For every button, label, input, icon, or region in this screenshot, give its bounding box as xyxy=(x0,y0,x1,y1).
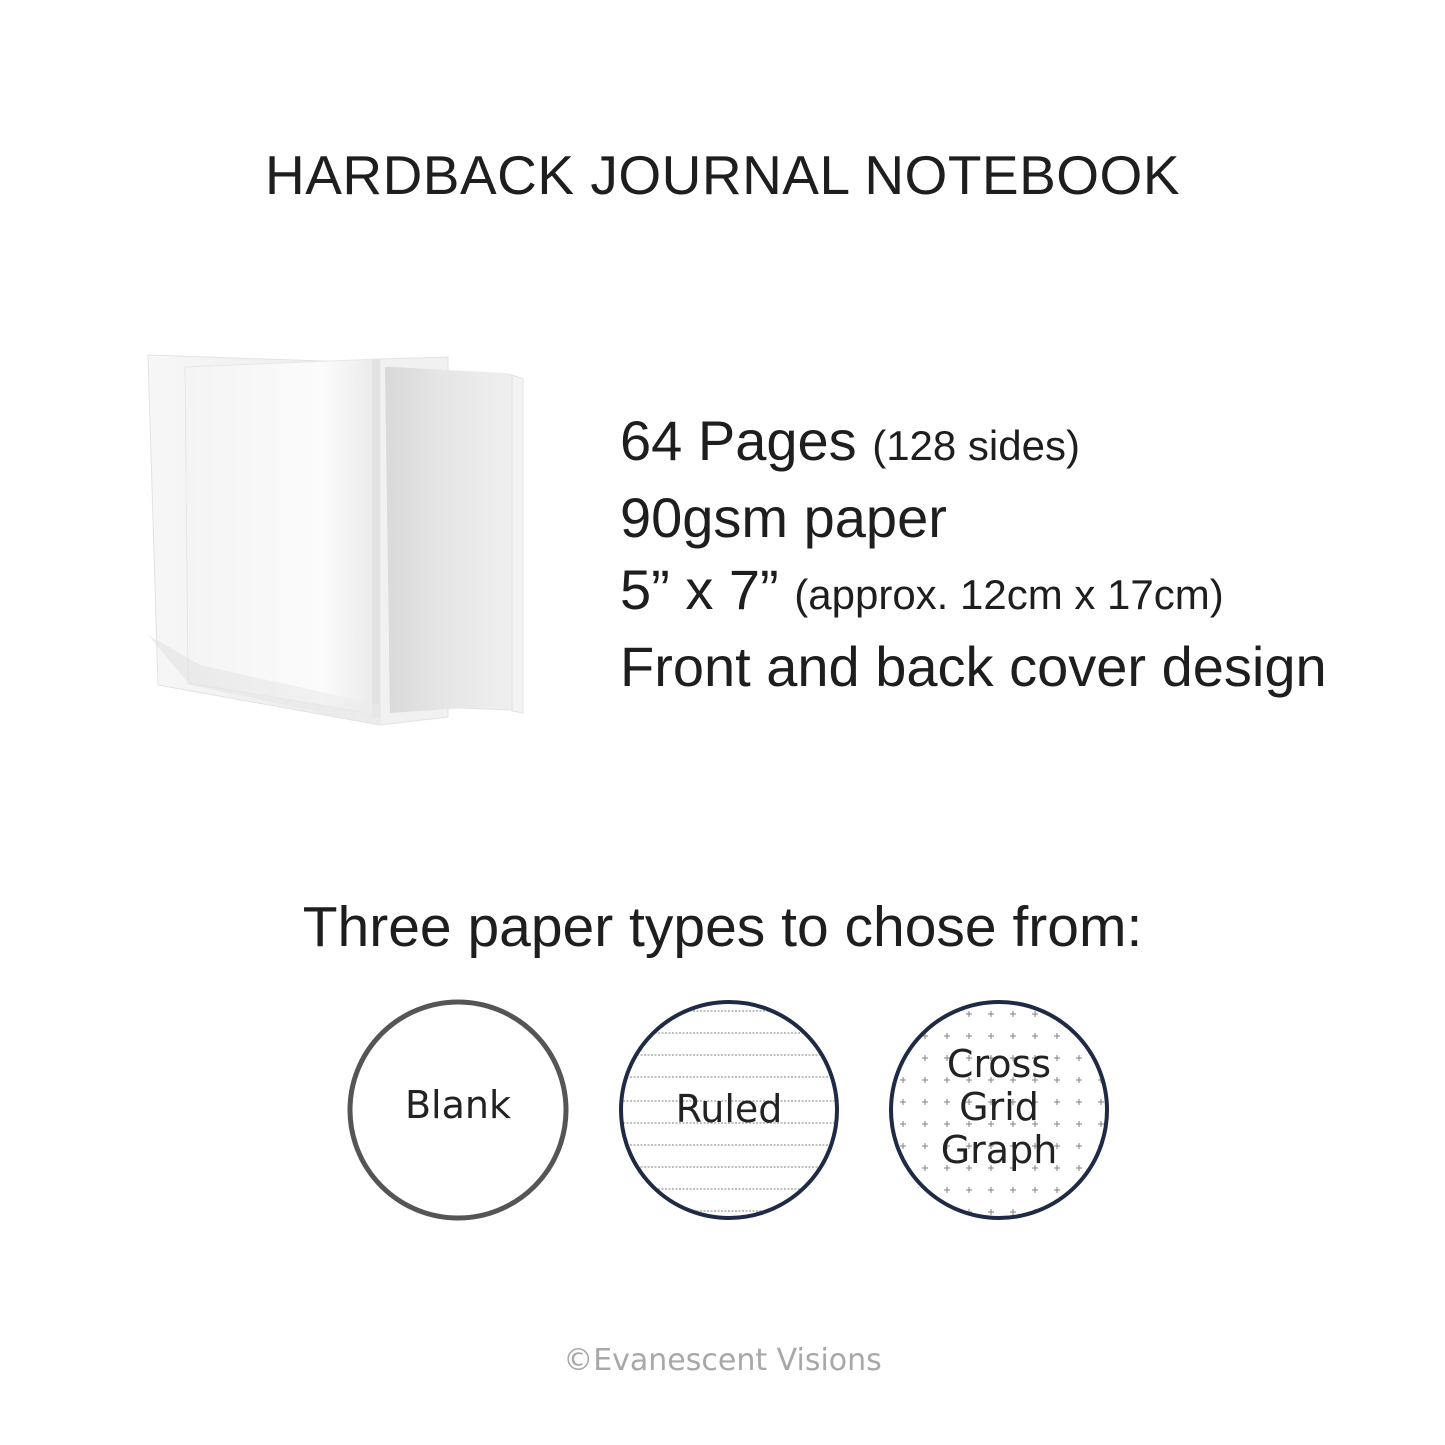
grid-label-line-2: Grid xyxy=(959,1085,1039,1129)
grid-label-line-1: Cross xyxy=(946,1042,1052,1086)
spec-cover: Front and back cover design xyxy=(620,635,1327,698)
paper-option-blank[interactable] xyxy=(345,997,571,1223)
spec-pages xyxy=(620,405,1327,482)
page-title: HARDBACK JOURNAL NOTEBOOK xyxy=(264,144,1181,206)
spec-size-value: 5” x 7” xyxy=(620,558,779,621)
spec-size xyxy=(620,554,1327,631)
specs-list xyxy=(620,405,1327,703)
spec-size-note: (approx. 12cm x 17cm) xyxy=(794,571,1224,618)
spec-pages-value: 64 Pages xyxy=(620,409,857,472)
open-notebook-icon xyxy=(140,345,560,735)
paper-option-label xyxy=(886,1043,1112,1172)
grid-label-line-3: Graph xyxy=(940,1128,1058,1172)
spec-pages-note: (128 sides) xyxy=(872,422,1080,469)
paper-option-label: Ruled xyxy=(675,1087,783,1131)
paper-types-heading: Three paper types to chose from: xyxy=(302,895,1143,959)
copyright-notice: ©Evanescent Visions xyxy=(563,1343,882,1378)
paper-option-ruled[interactable] xyxy=(616,997,842,1223)
notebook-illustration xyxy=(140,345,560,735)
paper-option-grid[interactable] xyxy=(886,997,1112,1223)
spec-paper: 90gsm paper xyxy=(620,486,947,549)
paper-option-label: Blank xyxy=(404,1083,511,1127)
